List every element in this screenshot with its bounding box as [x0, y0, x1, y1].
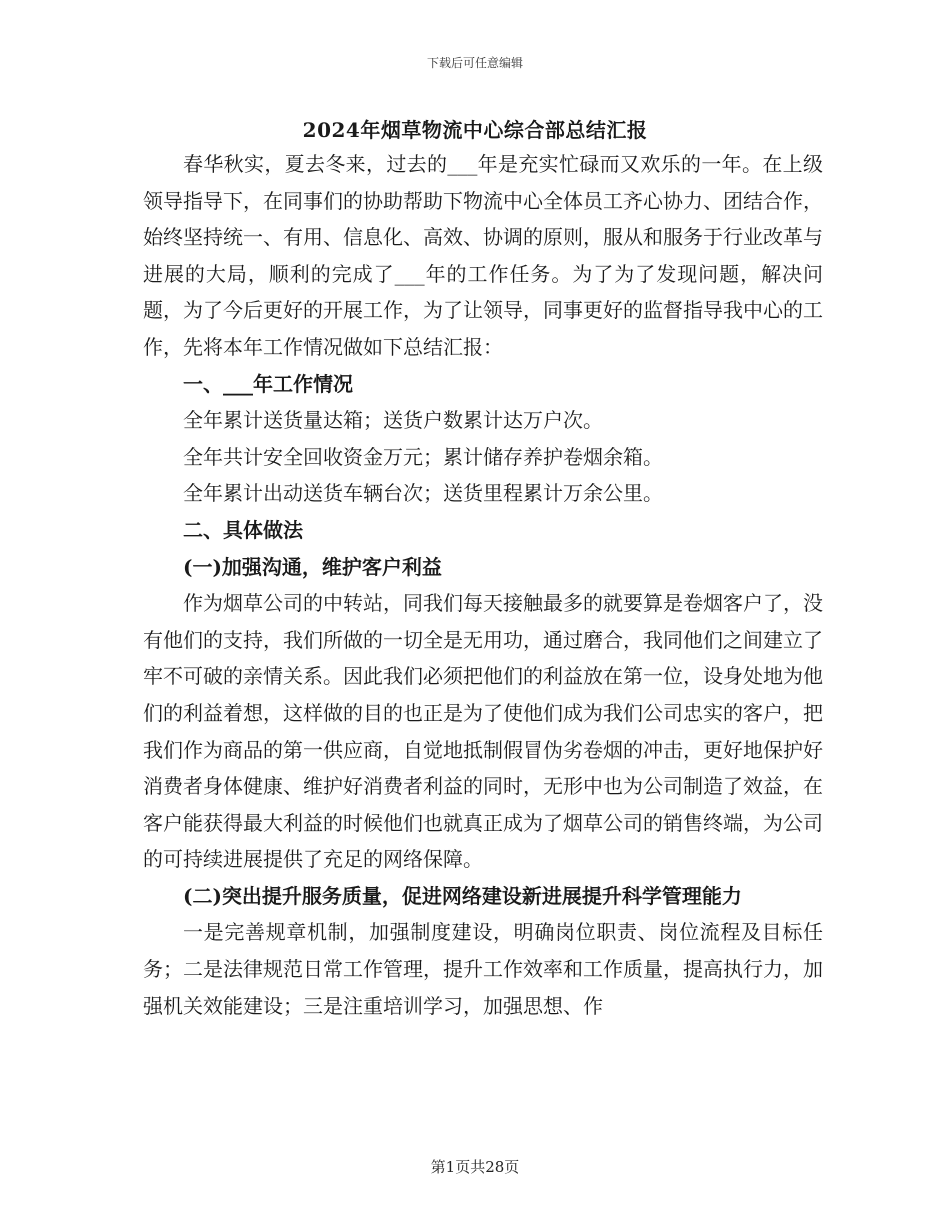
header-note: 下载后可任意编辑 — [426, 56, 523, 70]
page-number: 第1页共28页 — [430, 1158, 520, 1176]
heading-subsection-1: (一)加强沟通，维护客户利益 — [183, 554, 442, 579]
paragraph-vehicles-mileage: 全年累计出动送货车辆台次；送货里程累计万余公里。 — [183, 481, 663, 506]
paragraph-delivery-volume: 全年累计送货量达箱；送货户数累计达万户次。 — [183, 408, 603, 433]
document-body — [143, 146, 823, 1024]
heading-subsection-2: (二)突出提升服务质量，促进网络建设新进展提升科学管理能力 — [183, 883, 742, 908]
paragraph-customer-relations: 作为烟草公司的中转站，同我们每天接触最多的就要算是卷烟客户了，没有他们的支持，我们所做的一切全是无用功，通过磨合，我同他们之间建立了牢不可破的亲情关系。因此我们必须把他们的利益放在第一位，设身处地为他们的利益着想，这样做的目的也正是为了使他们成为我们公司忠实的客户，把我们作为商品的第一供应商，自觉地抵制假冒伪劣卷烟的冲击，更好地保护好消费者身体健康、维护好消费者利益的同时，无形中也为公司制造了效益，在客户能获得最大利益的时候他们也就真正成为了烟草公司的销售终端，为公司的可持续进展提供了充足的网络保障。 — [143, 591, 823, 872]
paragraph-intro: 春华秋实，夏去冬来，过去的___年是充实忙碌而又欢乐的一年。在上级领导指导下，在同事们的协助帮助下物流中心全体员工齐心协力、团结合作，始终坚持统一、有用、信息化、高效、协调的原则，服从和服务于行业改革与进展的大局，顺利的完成了___年的工作任务。为了为了发现问题，解决问题，为了今后更好的开展工作，为了让领导，同事更好的监督指导我中心的工作，先将本年工作情况做如下总结汇报： — [143, 152, 823, 359]
paragraph-management: 一是完善规章机制，加强制度建设，明确岗位职责、岗位流程及目标任务；二是法律规范日常工作管理，提升工作效率和工作质量，提高执行力，加强机关效能建设；三是注重培训学习，加强思想、作 — [143, 920, 823, 1018]
heading-section-1: 一、___年工作情况 — [183, 371, 353, 396]
heading-section-2: 二、具体做法 — [183, 517, 303, 542]
document-title: 2024年烟草物流中心综合部总结汇报 — [302, 118, 648, 142]
paragraph-funds-storage: 全年共计安全回收资金万元；累计储存养护卷烟余箱。 — [183, 444, 663, 469]
